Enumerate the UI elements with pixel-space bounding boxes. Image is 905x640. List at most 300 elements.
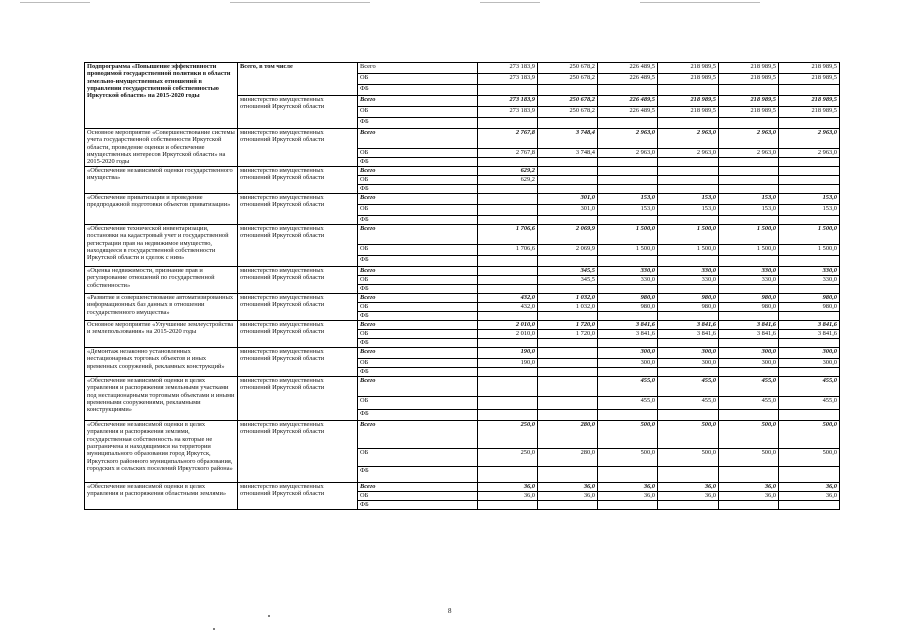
funding-source-cell: ОБ <box>358 107 478 118</box>
amount-cell: 980,0 <box>598 294 658 303</box>
amount-cell <box>538 397 598 410</box>
amount-cell <box>719 501 779 510</box>
amount-cell <box>478 194 538 205</box>
amount-cell <box>478 410 538 421</box>
table-row <box>85 421 840 449</box>
amount-cell: 2 963,0 <box>779 129 840 149</box>
funding-source-cell: ФБ <box>358 256 478 267</box>
amount-cell <box>478 85 538 96</box>
amount-cell: 250 678,2 <box>538 74 598 85</box>
amount-cell: 432,0 <box>478 294 538 303</box>
executor-cell: министерство имущественных отношений Иркутской области <box>238 167 358 194</box>
executor-cell: министерство имущественных отношений Иркутской области <box>238 96 358 129</box>
amount-cell <box>719 167 779 176</box>
budget-table <box>84 62 840 510</box>
amount-cell: 300,0 <box>658 348 719 359</box>
amount-cell: 226 489,5 <box>598 63 658 74</box>
amount-cell <box>598 85 658 96</box>
amount-cell: 273 183,9 <box>478 107 538 118</box>
table-row <box>85 377 840 397</box>
activity-name-cell: «Обеспечение технической инвентаризации, постановки на кадастровый учет и государственной регистрации прав на недвижимое имущество, находящееся в государственной собственности Иркутской области и сделок с ним» <box>85 225 238 267</box>
amount-cell: 218 989,5 <box>719 63 779 74</box>
amount-cell <box>538 176 598 185</box>
funding-source-cell: ФБ <box>358 158 478 167</box>
amount-cell: 226 489,5 <box>598 107 658 118</box>
amount-cell <box>779 185 840 194</box>
amount-cell: 153,0 <box>598 205 658 216</box>
amount-cell: 3 841,6 <box>719 330 779 339</box>
funding-source-cell: Всего <box>358 348 478 359</box>
amount-cell: 455,0 <box>658 397 719 410</box>
amount-cell <box>538 118 598 129</box>
table-row <box>85 348 840 359</box>
amount-cell: 1 500,0 <box>779 245 840 256</box>
amount-cell: 2 069,9 <box>538 225 598 245</box>
amount-cell: 280,0 <box>538 421 598 449</box>
amount-cell <box>538 312 598 321</box>
amount-cell <box>478 267 538 276</box>
amount-cell: 1 500,0 <box>658 245 719 256</box>
amount-cell: 218 989,5 <box>658 107 719 118</box>
activity-name-cell: «Обеспечение независимой оценки в целях управления и распоряжения земельными участками под нестационарными торговыми объектами и иными временными сооружениями, рекламными конструкциями» <box>85 377 238 421</box>
amount-cell: 250,0 <box>478 421 538 449</box>
amount-cell: 273 183,9 <box>478 74 538 85</box>
amount-cell <box>598 216 658 225</box>
amount-cell: 980,0 <box>719 294 779 303</box>
amount-cell <box>719 256 779 267</box>
amount-cell: 980,0 <box>598 303 658 312</box>
amount-cell: 345,5 <box>538 276 598 285</box>
amount-cell: 153,0 <box>719 194 779 205</box>
table-row <box>85 225 840 245</box>
funding-source-cell: Всего <box>358 129 478 149</box>
amount-cell: 455,0 <box>779 377 840 397</box>
funding-source-cell: ОБ <box>358 205 478 216</box>
amount-cell <box>598 312 658 321</box>
amount-cell <box>779 501 840 510</box>
activity-name-cell: «Оценка недвижимости, признание прав и регулирование отношений по государственной собственности» <box>85 267 238 294</box>
amount-cell: 500,0 <box>719 449 779 467</box>
activity-name-cell: «Демонтаж незаконно установленных нестационарных торговых объектов и иных временных сооружений, рекламных конструкций» <box>85 348 238 377</box>
executor-cell: министерство имущественных отношений Иркутской области <box>238 294 358 321</box>
executor-cell: Всего, в том числе <box>238 63 358 96</box>
funding-source-cell: ФБ <box>358 185 478 194</box>
amount-cell: 2 963,0 <box>658 129 719 149</box>
amount-cell: 36,0 <box>779 483 840 492</box>
amount-cell <box>478 256 538 267</box>
executor-cell: министерство имущественных отношений Иркутской области <box>238 483 358 510</box>
amount-cell <box>719 216 779 225</box>
amount-cell: 330,0 <box>779 267 840 276</box>
executor-cell: министерство имущественных отношений Иркутской области <box>238 348 358 377</box>
amount-cell: 2 963,0 <box>719 129 779 149</box>
executor-cell: министерство имущественных отношений Иркутской области <box>238 194 358 225</box>
funding-source-cell: Всего <box>358 96 478 107</box>
amount-cell: 3 841,6 <box>598 321 658 330</box>
amount-cell: 330,0 <box>598 276 658 285</box>
funding-source-cell: ОБ <box>358 303 478 312</box>
amount-cell <box>779 158 840 167</box>
amount-cell: 2 963,0 <box>598 149 658 158</box>
amount-cell: 280,0 <box>538 449 598 467</box>
amount-cell <box>598 339 658 348</box>
funding-source-cell: ОБ <box>358 449 478 467</box>
amount-cell: 1 706,6 <box>478 225 538 245</box>
amount-cell: 330,0 <box>658 267 719 276</box>
amount-cell <box>538 359 598 368</box>
funding-source-cell: ФБ <box>358 410 478 421</box>
amount-cell <box>658 312 719 321</box>
amount-cell <box>719 118 779 129</box>
amount-cell <box>538 185 598 194</box>
amount-cell <box>538 377 598 397</box>
amount-cell: 2 963,0 <box>779 149 840 158</box>
amount-cell: 1 720,0 <box>538 321 598 330</box>
amount-cell <box>658 118 719 129</box>
amount-cell: 2 010,0 <box>478 330 538 339</box>
amount-cell: 36,0 <box>478 483 538 492</box>
amount-cell <box>779 85 840 96</box>
amount-cell: 1 500,0 <box>719 245 779 256</box>
scan-speck <box>268 615 270 617</box>
amount-cell: 500,0 <box>719 421 779 449</box>
amount-cell <box>719 158 779 167</box>
amount-cell <box>478 118 538 129</box>
amount-cell <box>658 285 719 294</box>
amount-cell: 153,0 <box>719 205 779 216</box>
amount-cell <box>719 368 779 377</box>
amount-cell <box>478 276 538 285</box>
amount-cell: 218 989,5 <box>719 74 779 85</box>
activity-name-cell: Основное мероприятие «Совершенствование системы учета государственной собственности Иркутской области, проведение оценки и обеспечение имущественных интересов Иркутской области» на 2015-2020 годы <box>85 129 238 167</box>
executor-cell: министерство имущественных отношений Иркутской области <box>238 321 358 348</box>
amount-cell <box>779 368 840 377</box>
amount-cell <box>658 467 719 483</box>
amount-cell <box>658 85 719 96</box>
amount-cell <box>538 285 598 294</box>
activity-name-cell: «Обеспечение независимой оценки в целях управления и распоряжения землями, государственная собственность на которые не разграничена и находящимися на территории муниципального образования город Иркутск, Иркутского районного муниципального образования, городских и сельских поселений Иркутского района» <box>85 421 238 483</box>
amount-cell: 218 989,5 <box>658 74 719 85</box>
table-row <box>85 167 840 176</box>
funding-source-cell: Всего <box>358 167 478 176</box>
amount-cell: 2 963,0 <box>598 129 658 149</box>
amount-cell: 36,0 <box>658 492 719 501</box>
amount-cell: 629,2 <box>478 167 538 176</box>
amount-cell: 500,0 <box>779 421 840 449</box>
funding-source-cell: Всего <box>358 267 478 276</box>
table-row <box>85 129 840 149</box>
amount-cell: 301,0 <box>538 205 598 216</box>
amount-cell: 455,0 <box>719 377 779 397</box>
amount-cell: 330,0 <box>719 276 779 285</box>
amount-cell <box>598 118 658 129</box>
amount-cell <box>779 312 840 321</box>
amount-cell: 980,0 <box>658 303 719 312</box>
amount-cell <box>719 85 779 96</box>
funding-source-cell: Всего <box>358 63 478 74</box>
amount-cell: 218 989,5 <box>719 96 779 107</box>
amount-cell: 300,0 <box>598 348 658 359</box>
amount-cell <box>658 501 719 510</box>
funding-source-cell: ФБ <box>358 285 478 294</box>
amount-cell <box>719 285 779 294</box>
amount-cell: 2 767,8 <box>478 149 538 158</box>
amount-cell: 300,0 <box>658 359 719 368</box>
amount-cell <box>538 348 598 359</box>
amount-cell <box>598 256 658 267</box>
amount-cell <box>779 285 840 294</box>
amount-cell <box>658 216 719 225</box>
amount-cell <box>779 339 840 348</box>
amount-cell: 301,0 <box>538 194 598 205</box>
amount-cell <box>658 368 719 377</box>
amount-cell: 226 489,5 <box>598 74 658 85</box>
amount-cell <box>779 118 840 129</box>
amount-cell: 218 989,5 <box>779 74 840 85</box>
table-row <box>85 194 840 205</box>
amount-cell: 36,0 <box>658 483 719 492</box>
funding-source-cell: ОБ <box>358 74 478 85</box>
funding-source-cell: Всего <box>358 294 478 303</box>
funding-source-cell: ФБ <box>358 501 478 510</box>
table-row <box>85 63 840 74</box>
amount-cell <box>658 339 719 348</box>
amount-cell <box>719 467 779 483</box>
amount-cell <box>779 216 840 225</box>
amount-cell <box>538 85 598 96</box>
amount-cell <box>598 368 658 377</box>
amount-cell: 455,0 <box>658 377 719 397</box>
amount-cell <box>598 285 658 294</box>
funding-source-cell: Всего <box>358 194 478 205</box>
amount-cell: 1 032,0 <box>538 303 598 312</box>
amount-cell: 3 841,6 <box>779 321 840 330</box>
amount-cell <box>598 501 658 510</box>
amount-cell: 330,0 <box>598 267 658 276</box>
amount-cell <box>538 410 598 421</box>
amount-cell: 2 963,0 <box>658 149 719 158</box>
amount-cell <box>478 397 538 410</box>
amount-cell: 153,0 <box>598 194 658 205</box>
amount-cell: 500,0 <box>598 449 658 467</box>
amount-cell: 500,0 <box>779 449 840 467</box>
amount-cell: 1 720,0 <box>538 330 598 339</box>
amount-cell <box>719 410 779 421</box>
table-row <box>85 267 840 276</box>
amount-cell <box>598 185 658 194</box>
amount-cell: 432,0 <box>478 303 538 312</box>
amount-cell <box>478 377 538 397</box>
amount-cell: 218 989,5 <box>779 96 840 107</box>
funding-source-cell: ФБ <box>358 85 478 96</box>
amount-cell: 250 678,2 <box>538 96 598 107</box>
page-number: 8 <box>448 607 452 615</box>
activity-name-cell: Основное мероприятие «Улучшение землеустройства и землепользования» на 2015-2020 годы <box>85 321 238 348</box>
amount-cell: 190,0 <box>478 359 538 368</box>
amount-cell <box>658 176 719 185</box>
table-row <box>85 483 840 492</box>
amount-cell: 1 500,0 <box>719 225 779 245</box>
amount-cell: 218 989,5 <box>658 63 719 74</box>
amount-cell: 36,0 <box>598 483 658 492</box>
table-row <box>85 321 840 330</box>
amount-cell: 980,0 <box>658 294 719 303</box>
amount-cell: 1 500,0 <box>779 225 840 245</box>
funding-source-cell: ФБ <box>358 216 478 225</box>
funding-source-cell: ОБ <box>358 359 478 368</box>
executor-cell: министерство имущественных отношений Иркутской области <box>238 377 358 421</box>
amount-cell: 3 748,4 <box>538 149 598 158</box>
amount-cell <box>779 176 840 185</box>
amount-cell <box>538 167 598 176</box>
amount-cell: 250,0 <box>478 449 538 467</box>
amount-cell <box>779 467 840 483</box>
amount-cell: 300,0 <box>719 359 779 368</box>
activity-name-cell: Подпрограмма «Повышение эффективности проводимой государственной политики в области земельно-имущественных отношений в управлении государственной собственностью Иркутской области» на 2015-2020 годы <box>85 63 238 129</box>
funding-source-cell: ФБ <box>358 312 478 321</box>
amount-cell: 153,0 <box>779 205 840 216</box>
amount-cell: 300,0 <box>779 348 840 359</box>
amount-cell: 250 678,2 <box>538 63 598 74</box>
amount-cell: 36,0 <box>478 492 538 501</box>
amount-cell: 2 963,0 <box>719 149 779 158</box>
amount-cell: 455,0 <box>598 377 658 397</box>
amount-cell: 190,0 <box>478 348 538 359</box>
amount-cell: 153,0 <box>658 205 719 216</box>
amount-cell: 36,0 <box>598 492 658 501</box>
amount-cell <box>478 158 538 167</box>
amount-cell <box>598 467 658 483</box>
executor-cell: министерство имущественных отношений Иркутской области <box>238 421 358 483</box>
funding-source-cell: ОБ <box>358 397 478 410</box>
amount-cell: 300,0 <box>598 359 658 368</box>
amount-cell <box>478 368 538 377</box>
amount-cell: 1 500,0 <box>598 225 658 245</box>
executor-cell: министерство имущественных отношений Иркутской области <box>238 129 358 167</box>
amount-cell <box>779 256 840 267</box>
amount-cell: 218 989,5 <box>779 107 840 118</box>
amount-cell <box>478 285 538 294</box>
amount-cell: 153,0 <box>658 194 719 205</box>
amount-cell <box>478 185 538 194</box>
amount-cell <box>478 312 538 321</box>
amount-cell: 980,0 <box>719 303 779 312</box>
funding-source-cell: ОБ <box>358 176 478 185</box>
executor-cell: министерство имущественных отношений Иркутской области <box>238 225 358 267</box>
amount-cell: 36,0 <box>779 492 840 501</box>
funding-source-cell: Всего <box>358 377 478 397</box>
amount-cell: 36,0 <box>719 483 779 492</box>
amount-cell: 455,0 <box>598 397 658 410</box>
amount-cell: 1 500,0 <box>598 245 658 256</box>
activity-name-cell: «Развитие и совершенствование автоматизированных информационных баз данных в отношении государственного имущества» <box>85 294 238 321</box>
amount-cell <box>538 158 598 167</box>
amount-cell <box>598 158 658 167</box>
amount-cell: 218 989,5 <box>658 96 719 107</box>
amount-cell <box>719 339 779 348</box>
amount-cell: 36,0 <box>538 492 598 501</box>
funding-source-cell: Всего <box>358 421 478 449</box>
amount-cell <box>538 256 598 267</box>
amount-cell <box>538 368 598 377</box>
amount-cell: 629,2 <box>478 176 538 185</box>
funding-source-cell: ФБ <box>358 368 478 377</box>
activity-name-cell: «Обеспечение приватизации и проведение предпродажной подготовки объектов приватизации» <box>85 194 238 225</box>
amount-cell: 500,0 <box>658 449 719 467</box>
amount-cell: 250 678,2 <box>538 107 598 118</box>
amount-cell: 226 489,5 <box>598 96 658 107</box>
funding-source-cell: ОБ <box>358 149 478 158</box>
funding-source-cell: ФБ <box>358 118 478 129</box>
amount-cell: 330,0 <box>658 276 719 285</box>
amount-cell: 980,0 <box>779 294 840 303</box>
amount-cell <box>478 501 538 510</box>
funding-source-cell: Всего <box>358 225 478 245</box>
amount-cell <box>779 410 840 421</box>
amount-cell: 3 841,6 <box>598 330 658 339</box>
amount-cell: 36,0 <box>719 492 779 501</box>
amount-cell: 36,0 <box>538 483 598 492</box>
amount-cell <box>478 339 538 348</box>
funding-source-cell: ОБ <box>358 245 478 256</box>
amount-cell <box>598 410 658 421</box>
amount-cell: 1 706,6 <box>478 245 538 256</box>
amount-cell: 300,0 <box>719 348 779 359</box>
amount-cell: 2 069,9 <box>538 245 598 256</box>
table-row <box>85 294 840 303</box>
amount-cell: 1 032,0 <box>538 294 598 303</box>
amount-cell <box>719 312 779 321</box>
amount-cell <box>719 185 779 194</box>
amount-cell: 218 989,5 <box>719 107 779 118</box>
amount-cell: 500,0 <box>658 421 719 449</box>
amount-cell: 218 989,5 <box>779 63 840 74</box>
scan-speck <box>213 628 215 630</box>
amount-cell: 2 767,8 <box>478 129 538 149</box>
amount-cell: 1 500,0 <box>658 225 719 245</box>
amount-cell <box>598 167 658 176</box>
amount-cell: 330,0 <box>779 276 840 285</box>
amount-cell: 500,0 <box>598 421 658 449</box>
amount-cell: 3 841,6 <box>658 321 719 330</box>
scan-edge-marks <box>0 0 905 6</box>
funding-source-cell: ОБ <box>358 492 478 501</box>
amount-cell <box>658 167 719 176</box>
amount-cell: 153,0 <box>779 194 840 205</box>
amount-cell: 980,0 <box>779 303 840 312</box>
amount-cell <box>719 176 779 185</box>
activity-name-cell: «Обеспечение независимой оценки государственного имущества» <box>85 167 238 194</box>
executor-cell: министерство имущественных отношений Иркутской области <box>238 267 358 294</box>
amount-cell <box>538 216 598 225</box>
funding-source-cell: Всего <box>358 321 478 330</box>
amount-cell <box>478 205 538 216</box>
amount-cell <box>658 158 719 167</box>
amount-cell <box>658 185 719 194</box>
amount-cell <box>538 339 598 348</box>
amount-cell: 273 183,9 <box>478 63 538 74</box>
amount-cell: 455,0 <box>719 397 779 410</box>
activity-name-cell: «Обеспечение независимой оценки в целях управления и распоряжения областными землями» <box>85 483 238 510</box>
funding-source-cell: ОБ <box>358 330 478 339</box>
amount-cell: 345,5 <box>538 267 598 276</box>
amount-cell <box>478 216 538 225</box>
funding-source-cell: Всего <box>358 483 478 492</box>
funding-source-cell: ФБ <box>358 339 478 348</box>
amount-cell <box>538 501 598 510</box>
amount-cell: 330,0 <box>719 267 779 276</box>
amount-cell <box>538 467 598 483</box>
